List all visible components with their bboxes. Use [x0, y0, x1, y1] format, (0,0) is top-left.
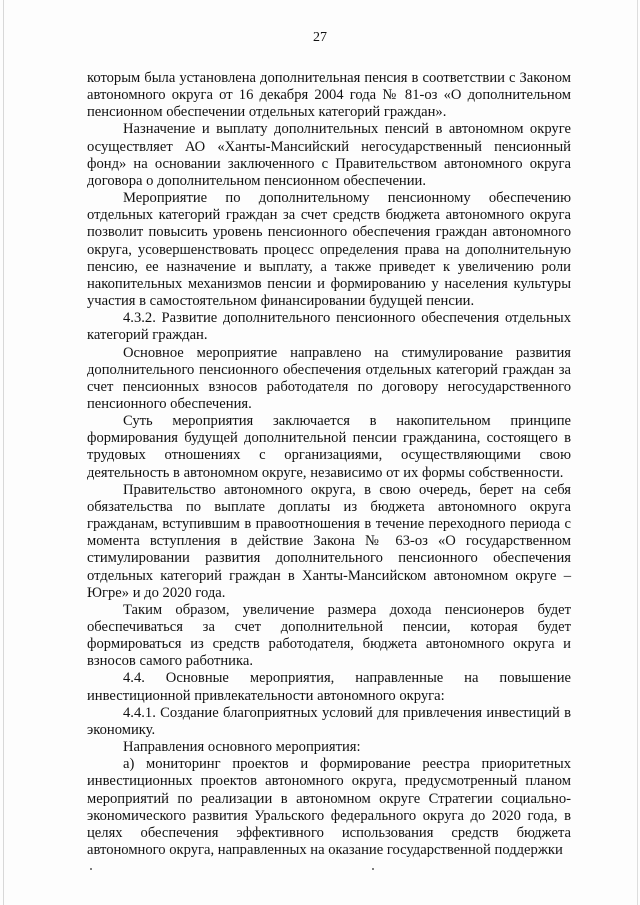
- scan-speck: [372, 868, 374, 870]
- scan-edge-right: [637, 0, 638, 905]
- paragraph-1: которым была установлена дополнительная пенсия в соответствии с Законом автономного округа от 16 декабря 2004 года № 81-оз «О дополнительном пенсионном обеспечении отдельных категорий граждан».: [87, 70, 571, 121]
- section-heading-4-4-1: 4.4.1. Создание благоприятных условий для привлечения инвестиций в экономику.: [87, 704, 571, 738]
- body-text: [87, 70, 571, 859]
- paragraph-8: Таким образом, увеличение размера дохода пенсионеров будет обеспечиваться за счет дополнительной пенсии, которая будет формироваться из средств работодателя, бюджета автономного округа и взносов самого работника.: [87, 601, 571, 670]
- paragraph-12: а) мониторинг проектов и формирование реестра приоритетных инвестиционных проектов автономного округа, предусмотренный планом мероприятий по реализации в автономном округе Стратегии социально-экономического развития Уральского федерального округа до 2020 года, в целях обеспечения эффективного использования средств бюджета автономного округа, направленных на оказание государственной поддержки: [87, 756, 571, 859]
- scan-edge-left: [3, 0, 4, 905]
- paragraph-5: Основное мероприятие направлено на стимулирование развития дополнительного пенсионного обеспечения отдельных категорий граждан за счет пенсионных взносов работодателя по договору негосударственного пенсионного обеспечения.: [87, 344, 571, 412]
- paragraph-2: Назначение и выплату дополнительных пенсий в автономном округе осуществляет АО «Ханты-Мансийский негосударственный пенсионный фонд» на основании заключенного с Правительством автономного округа договора о дополнительном пенсионном обеспечении.: [87, 121, 571, 189]
- paragraph-3: Мероприятие по дополнительному пенсионному обеспечению отдельных категорий граждан за счет средств бюджета автономного округа позволит повысить уровень пенсионного обеспечения граждан автономного округа, усовершенствовать процесс определения права на дополнительную пенсию, ее назначение и выплату, а также приведет к увеличению роли накопительных механизмов пенсии и формированию у населения культуры участия в самостоятельном финансировании будущей пенсии.: [87, 190, 571, 310]
- paragraph-6: Суть мероприятия заключается в накопительном принципе формирования будущей дополнительной пенсии гражданина, состоящего в трудовых отношениях с организациями, осуществляющими свою деятельность в автономном округе, независимо от их формы собственности.: [87, 413, 571, 481]
- page-number: 27: [313, 30, 327, 45]
- paragraph-11: Направления основного мероприятия:: [123, 739, 361, 756]
- section-heading-4-3-2: 4.3.2. Развитие дополнительного пенсионного обеспечения отдельных категорий граждан.: [87, 310, 571, 344]
- section-heading-4-4: 4.4. Основные мероприятия, направленные на повышение инвестиционной привлекательности автономного округа:: [87, 670, 571, 704]
- scan-speck: [90, 868, 92, 870]
- paragraph-7: Правительство автономного округа, в свою очередь, берет на себя обязательства по выплате доплаты из бюджета автономного округа гражданам, вступившим в правоотношения в течение переходного периода с момента вступления в действие Закона № 63-оз «О государственном стимулировании развития дополнительного пенсионного обеспечения отдельных категорий граждан в Ханты-Мансийском автономном округе – Югре» и до 2020 года.: [87, 481, 571, 601]
